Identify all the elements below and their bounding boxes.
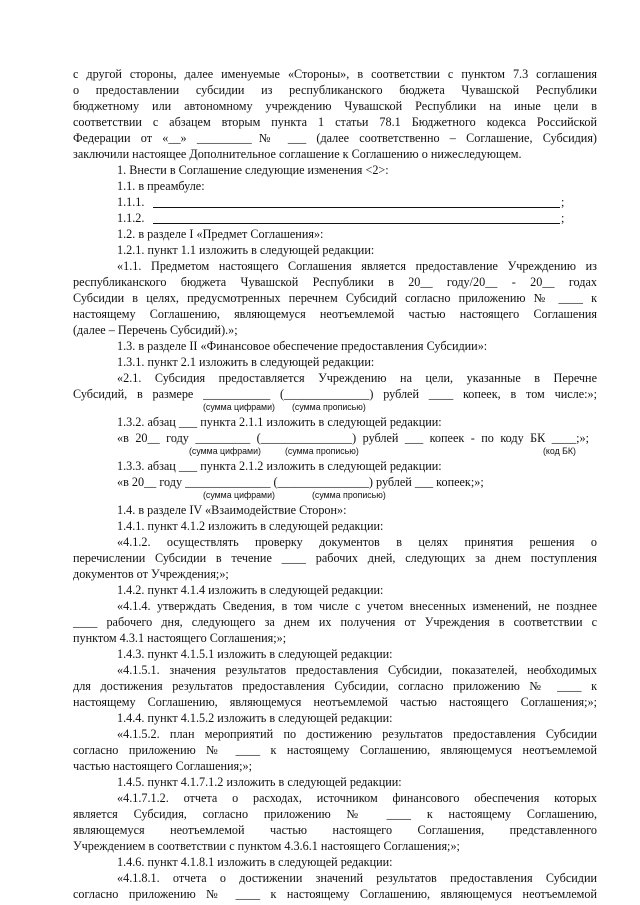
fill-line [153,223,560,224]
text-line: бюджетному или автономному учреждению Чувашской Республики на иные цели в [73,99,597,113]
text-line: 1.2.1. пункт 1.1 изложить в следующей редакции: [117,243,375,257]
field-caption: (сумма прописью) [285,446,359,456]
text-line: ____ рабочего дня, следующего за днем их получения от Учреждения в соответствии с [73,615,597,629]
text-line: «1.1. Предметом настоящего Соглашения является предоставление Учреждению из [117,259,597,273]
text-line: «4.1.5.2. план мероприятий по достижению результатов предоставления Субсидии [117,727,597,741]
text-line: «4.1.2. осуществлять проверку документов в целях принятия решения о [117,535,597,549]
field-caption: (сумма цифрами) [203,402,275,412]
text-line: 1.1. в преамбуле: [117,179,205,193]
text-line: является Субсидия, согласно приложению № ____ к настоящему Соглашению, [73,807,597,821]
text-line: 1.4.5. пункт 4.1.7.1.2 изложить в следующей редакции: [117,775,402,789]
text-line: «в 20__ году ______________ (_______________) рублей ___ копеек;»; [117,475,484,489]
text-line: согласно приложению № ____ к настоящему Соглашению, являющемуся неотъемлемой [73,743,597,757]
text-line: «2.1. Субсидия предоставляется Учреждению на цели, указанные в Перечне [117,371,597,385]
text-line: согласно приложению № ____ к настоящему Соглашению, являющемуся неотъемлемой [73,887,597,901]
field-caption: (сумма прописью) [292,402,366,412]
text-line: «4.1.4. утверждать Сведения, в том числе с учетом внесенных изменений, не позднее [117,599,597,613]
field-caption: (сумма цифрами) [203,490,275,500]
text-line: 1.4.1. пункт 4.1.2 изложить в следующей редакции: [117,519,384,533]
text-line: 1.2. в разделе I «Предмет Соглашения»: [117,227,324,241]
text-line: для достижения результатов предоставления Субсидии, согласно приложению № ____ к [73,679,597,693]
text-line: 1.4.3. пункт 4.1.5.1 изложить в следующей редакции: [117,647,393,661]
text-line: заключили настоящее Дополнительное соглашение к Соглашению о нижеследующем. [73,147,522,161]
text-line: соответствии с абзацем вторым пункта 1 статьи 78.1 Бюджетного кодекса Российской [73,115,597,129]
text-line: 1.4. в разделе IV «Взаимодействие Сторон»: [117,503,347,517]
field-caption: (код БК) [543,446,576,456]
text-line: «4.1.8.1. отчета о достижении значений результатов предоставления Субсидии [117,871,597,885]
text-line: 1.3. в разделе II «Финансовое обеспечение предоставления Субсидии»: [117,339,488,353]
text-line: 1.1.1. [117,195,145,209]
text-line: документов от Учреждения;»; [73,567,229,581]
text-line: 1.4.4. пункт 4.1.5.2 изложить в следующей редакции: [117,711,393,725]
text-line: частью настоящего Соглашения;»; [73,759,252,773]
text-line: «в 20__ году _________ (_______________) рублей ___ копеек - по коду БК ____;»; [117,431,589,445]
text-line: 1.3.2. абзац ___ пункта 2.1.1 изложить в следующей редакции: [117,415,442,429]
text-line: с другой стороны, далее именуемые «Стороны», в соответствии с пунктом 7.3 соглашения [73,67,597,81]
text-line: 1.3.1. пункт 2.1 изложить в следующей редакции: [117,355,375,369]
text-line: о предоставлении субсидии из республиканского бюджета Чувашской Республики [73,83,597,97]
field-caption: (сумма прописью) [312,490,386,500]
text-line: 1.3.3. абзац ___ пункта 2.1.2 изложить в следующей редакции: [117,459,442,473]
text-line: «4.1.7.1.2. отчета о расходах, источником финансового обеспечения которых [117,791,597,805]
text-line: 1. Внести в Соглашение следующие изменения <2>: [117,163,389,177]
text-line: «4.1.5.1. значения результатов предоставления Субсидии, показателей, необходимых [117,663,597,677]
text-line: 1.1.2. [117,211,145,225]
text-line: настоящему Соглашению, являющемуся неотъемлемой частью настоящего Соглашения [73,307,597,321]
text-line: республиканского бюджета Чувашской Республики в 20__ году/20__ - 20__ годах [73,275,597,289]
text-line: (далее – Перечень Субсидий).»; [73,323,238,337]
text-line: Учреждением в соответствии с пунктом 4.3.6.1 настоящего Соглашения;»; [73,839,460,853]
text-line: ; [561,211,565,225]
fill-line [153,207,560,208]
text-line: ; [561,195,565,209]
text-line: перечислении Субсидии в течение ____ рабочих дней, следующих за днем поступления [73,551,597,565]
text-line: 1.4.6. пункт 4.1.8.1 изложить в следующей редакции: [117,855,393,869]
text-line: являющемуся неотъемлемой частью настоящего Соглашения, представленного [73,823,597,837]
field-caption: (сумма цифрами) [189,446,261,456]
text-line: пунктом 4.3.1 настоящего Соглашения;»; [73,631,287,645]
text-line: Федерации от «__» _________№ ___ (далее соответственно – Соглашение, Субсидия) [73,131,597,145]
text-line: настоящему Соглашению, являющемуся неотъемлемой частью настоящего Соглашения;»; [73,695,597,709]
text-line: 1.4.2. пункт 4.1.4 изложить в следующей редакции: [117,583,384,597]
text-line: Субсидии в целях, предусмотренных перечнем Субсидий согласно приложению № ____ к [73,291,597,305]
text-line: Субсидий, в размере ___________ (______________) рублей ____ копеек, в том числе:»; [73,387,597,401]
